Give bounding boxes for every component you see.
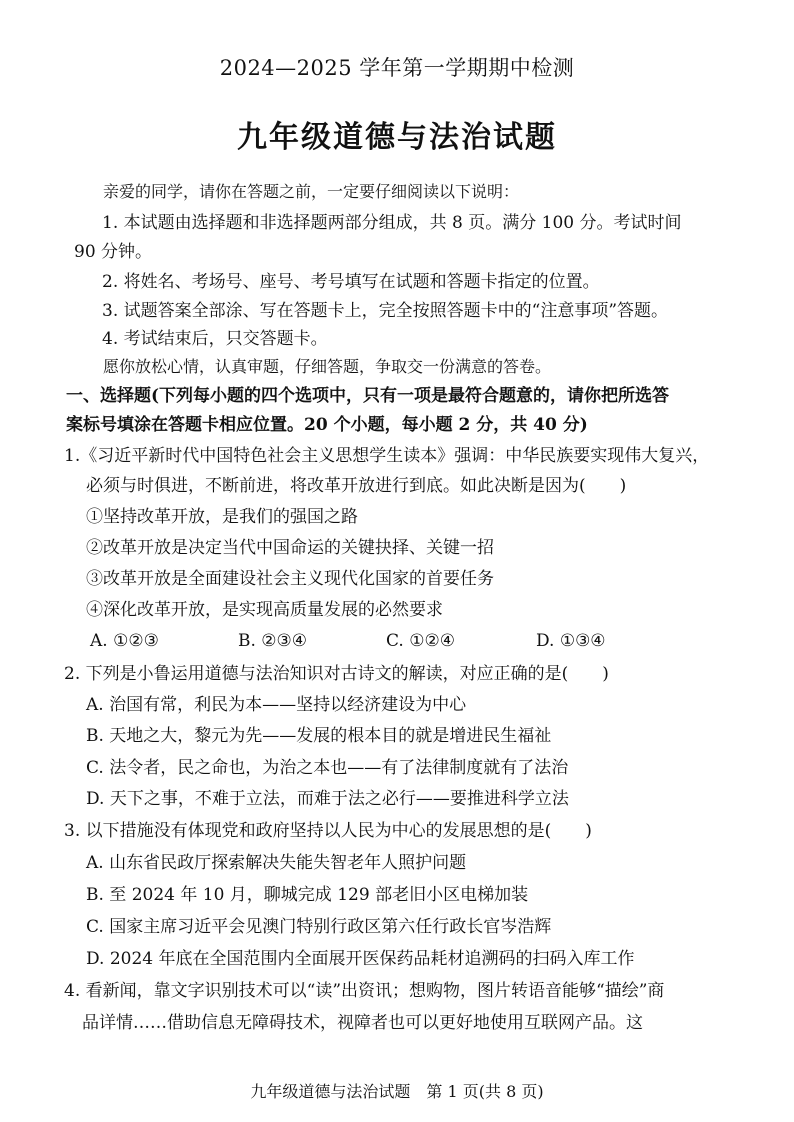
section-1-heading-cont: 案标号填涂在答题卡相应位置。20 个小题，每小题 2 分，共 40 分) <box>66 415 588 435</box>
q1-statement-3: ③改革开放是全面建设社会主义现代化国家的首要任务 <box>86 569 494 589</box>
instruction-item-4: 4. 考试结束后，只交答题卡。 <box>102 329 328 349</box>
q1-stem-cont: 必须与时俱进，不断前进，将改革开放进行到底。如此决断是因为( ) <box>86 476 627 496</box>
q2-option-a: A. 治国有常，利民为本——坚持以经济建设为中心 <box>86 695 467 715</box>
section-1-heading: 一、选择题(下列每小题的四个选项中，只有一项是最符合题意的，请你把所选答 <box>66 386 670 406</box>
q2-option-b: B. 天地之大，黎元为先——发展的根本目的就是增进民生福祉 <box>86 726 552 746</box>
q3-option-a: A. 山东省民政厅探索解决失能失智老年人照护问题 <box>86 853 467 873</box>
q1-stem: 1.《习近平新时代中国特色社会主义思想学生读本》强调：中华民族要实现伟大复兴， <box>64 446 710 466</box>
q1-statement-1: ①坚持改革开放，是我们的强国之路 <box>86 507 358 527</box>
exam-term-heading: 2024—2025 学年第一学期期中检测 <box>219 56 575 80</box>
q3-stem: 3. 以下措施没有体现党和政府坚持以人民为中心的发展思想的是( ) <box>64 821 592 841</box>
page-footer: 九年级道德与法治试题 第 1 页(共 8 页) <box>250 1082 544 1101</box>
q1-options <box>0 629 794 653</box>
instructions-wish: 愿你放松心情，认真审题，仔细答题，争取交一份满意的答卷。 <box>103 357 552 376</box>
q2-option-c: C. 法令者，民之命也，为治之本也——有了法律制度就有了法治 <box>86 758 569 778</box>
q1-option-a: A. ①②③ <box>90 631 159 651</box>
q2-option-d: D. 天下之事，不难于立法，而难于法之必行——要推进科学立法 <box>86 789 569 809</box>
instruction-item-1-cont: 90 分钟。 <box>74 242 153 262</box>
q3-option-c: C. 国家主席习近平会见澳门特别行政区第六任行政长官岑浩辉 <box>86 917 552 937</box>
q4-stem-cont: 品详情……借助信息无障碍技术，视障者也可以更好地使用互联网产品。这 <box>82 1013 643 1033</box>
q1-statement-4: ④深化改革开放，是实现高质量发展的必然要求 <box>86 600 443 620</box>
q2-stem: 2. 下列是小鲁运用道德与法治知识对古诗文的解读，对应正确的是( ) <box>64 664 609 684</box>
instruction-item-1: 1. 本试题由选择题和非选择题两部分组成，共 8 页。满分 100 分。考试时间 <box>102 213 682 233</box>
q1-option-d: D. ①③④ <box>536 631 606 651</box>
q3-option-d: D. 2024 年底在全国范围内全面展开医保药品耗材追溯码的扫码入库工作 <box>86 949 635 969</box>
q1-option-c: C. ①②④ <box>386 631 455 651</box>
exam-title: 九年级道德与法治试题 <box>237 120 557 155</box>
q3-option-b: B. 至 2024 年 10 月，聊城完成 129 部老旧小区电梯加装 <box>86 885 529 905</box>
q1-option-b: B. ②③④ <box>238 631 308 651</box>
instructions-greeting: 亲爱的同学，请你在答题之前，一定要仔细阅读以下说明： <box>103 182 520 201</box>
instruction-item-3: 3. 试题答案全部涂、写在答题卡上，完全按照答题卡中的“注意事项”答题。 <box>102 301 669 321</box>
q4-stem: 4. 看新闻，靠文字识别技术可以“读”出资讯；想购物，图片转语音能够“描绘”商 <box>64 981 665 1001</box>
instruction-item-2: 2. 将姓名、考场号、座号、考号填写在试题和答题卡指定的位置。 <box>102 272 600 292</box>
q1-statement-2: ②改革开放是决定当代中国命运的关键抉择、关键一招 <box>86 538 494 558</box>
